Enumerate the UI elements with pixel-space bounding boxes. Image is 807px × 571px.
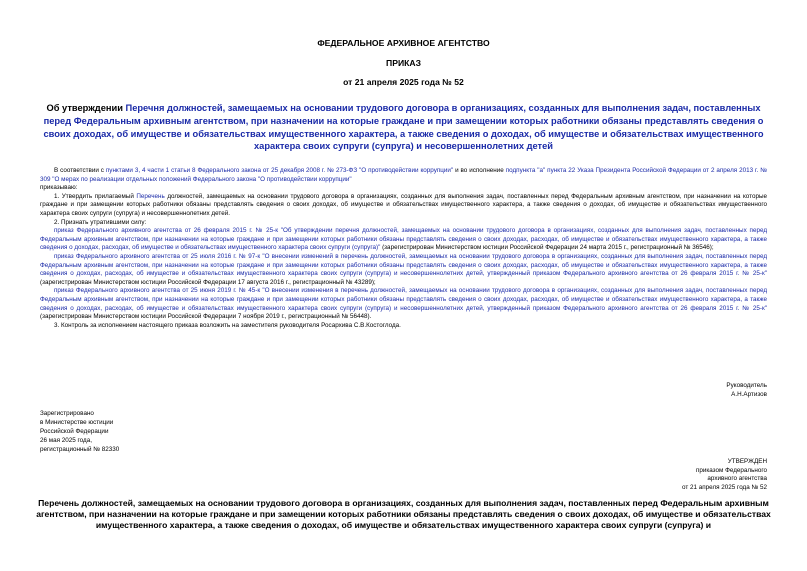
approval-line: архивного агентства	[707, 475, 767, 483]
approval-line: от 21 апреля 2025 года № 52	[681, 483, 767, 491]
registration-line: в Министерстве юстиции	[40, 419, 114, 426]
signature-block	[726, 382, 767, 399]
repealed-order-3	[40, 287, 767, 321]
doc-date-number: от 21 апреля 2025 года № 52	[343, 77, 464, 87]
approval-line: УТВЕРЖДЕН	[727, 458, 767, 465]
repealed-order-1-reg: (зарегистрирован Министерством юстиции Российской Федерации 24 марта 2015 г., регистрационный № 36546);	[380, 244, 714, 252]
agency-name: ФЕДЕРАЛЬНОЕ АРХИВНОЕ АГЕНТСТВО	[317, 38, 490, 48]
preamble-text-2: и во исполнение	[453, 167, 506, 174]
registration-line: 26 мая 2025 года,	[40, 437, 92, 444]
repealed-order-1	[40, 227, 767, 253]
doc-title	[40, 102, 767, 153]
item-1-text-1: 1. Утвердить прилагаемый	[54, 192, 137, 200]
repealed-order-3-reg: (зарегистрирован Министерством юстиции Российской Федерации 7 ноября 2019 г., регистрационный № 56448).	[40, 313, 372, 321]
item-2-intro: 2. Признать утратившими силу:	[54, 218, 147, 226]
approval-block	[682, 458, 767, 492]
list-title: Перечень должностей, замещаемых на основании трудового договора в организациях, созданных для выполнения задач, поставленных перед Федеральным архивным агентством, при назначении на которые граждане и при замещении которых работники обязаны представлять сведения о своих доходах, об имуществе и обязательствах имущественного характера, а также сведения о доходах, об имуществе и обязательствах имущественного характера своих супруги (супруга) и	[36, 498, 771, 531]
title-link[interactable]: Перечня должностей, замещаемых на основании трудового договора в организациях, созданных для выполнения задач, поставленных перед Федеральным архивным агентством, при назначении на которые граждане и при замещении которых работники обязаны представлять сведения о своих доходах, об имуществе и обязательствах имущественного характера, а также сведения о доходах, об имуществе и обязательствах имущественного характера своих супруги (супруга) и несовершеннолетних детей	[43, 103, 764, 152]
order-97k-link[interactable]: приказ Федерального архивного агентства от 25 июля 2016 г. № 97-к "О внесении изменений в перечень должностей, замещаемых на основании трудового договора в организациях, созданных для выполнения задач, поставленных перед Федеральным архивным агентством, при назначении на которые граждане и при замещении которых работники обязаны представлять сведения о своих доходах, расходах, об имуществе и обязательствах имущественного характера, а также сведения о доходах, расходах, об имуществе и обязательствах имущественного характера своих супруги (супруга) и несовершеннолетних детей, утвержденный приказом Федерального архивного агентства от 26 февраля 2015 г. № 25-к"	[40, 252, 767, 278]
doc-type: ПРИКАЗ	[386, 58, 421, 68]
order-45k-link[interactable]: приказ Федерального архивного агентства от 25 июня 2019 г. № 45-к "О внесении изменения в перечень должностей, замещаемых на основании трудового договора в организациях, созданных для выполнения задач, поставленных перед Федеральным архивным агентством, при назначении на которые граждане и при замещении которых работники обязаны представлять сведения о своих доходах, расходах, об имуществе и обязательствах имущественного характера, а также сведения о доходах, расходах, об имуществе и обязательствах имущественного характера своих супруги (супруга) и несовершеннолетних детей, утвержденный приказом Федерального архивного агентства от 26 февраля 2015 г. № 25-к"	[40, 287, 767, 312]
signature-name: А.Н.Артизов	[731, 390, 767, 398]
preamble	[40, 167, 767, 184]
item-1-text-2: должностей, замещаемых на основании трудового договора в организациях, созданных для выполнения задач, поставленных перед Федеральным архивным агентством, при назначении на которые граждане и при замещении которых работники обязаны представлять сведения о своих доходах, об имуществе и обязательствах имущественного характера, а также сведения о доходах, об имуществе и обязательствах имущественного характера своих супруги (супруга) и несовершеннолетних детей.	[40, 192, 768, 217]
registration-line: Российской Федерации	[40, 428, 109, 435]
signature-role: Руководитель	[726, 382, 767, 389]
repealed-order-2	[40, 253, 767, 287]
title-prefix: Об утверждении	[46, 103, 126, 113]
law-273-link[interactable]: пунктами 3, 4 части 1 статьи 8 Федерального закона от 25 декабря 2008 г. № 273-ФЗ "О противодействии коррупции"	[105, 167, 454, 174]
decree-309-link[interactable]: подпункта "а" пункта 22 Указа Президента Российской Федерации от 2 апреля 2013 г. № 309 "О мерах по реализации отдельных положений Федерального закона "О противодействии коррупции"	[40, 167, 767, 183]
doc-body	[40, 167, 767, 330]
item-3: 3. Контроль за исполнением настоящего приказа возложить на заместителя руководителя Росархива С.В.Костоглода.	[54, 321, 401, 329]
list-link[interactable]: Перечень	[136, 192, 165, 200]
approval-line: приказом Федерального	[695, 466, 767, 474]
registration-line: регистрационный № 82330	[40, 446, 120, 453]
registration-block	[40, 409, 119, 454]
order-25k-link[interactable]: приказ Федерального архивного агентства от 26 февраля 2015 г. № 25-к "Об утверждении перечня должностей, замещаемых на основании трудового договора в организациях, созданных для выполнения задач, поставленных перед Федеральным архивным агентством, при назначении на которые граждане и при замещении которых работники обязаны представлять сведения о своих доходах, расходах, об имуществе и обязательствах имущественного характера, а также сведения о доходах, расходах, об имуществе и обязательствах имущественного характера своих супруги (супруга)"	[40, 227, 767, 252]
repealed-order-2-reg: (зарегистрирован Министерством юстиции Российской Федерации 17 августа 2016 г., регистрационный № 43289);	[40, 278, 376, 286]
registration-line: Зарегистрировано	[40, 410, 94, 417]
item-1	[40, 193, 767, 219]
preamble-text-1: В соответствии с	[54, 167, 106, 174]
order-word: приказываю:	[40, 184, 78, 192]
